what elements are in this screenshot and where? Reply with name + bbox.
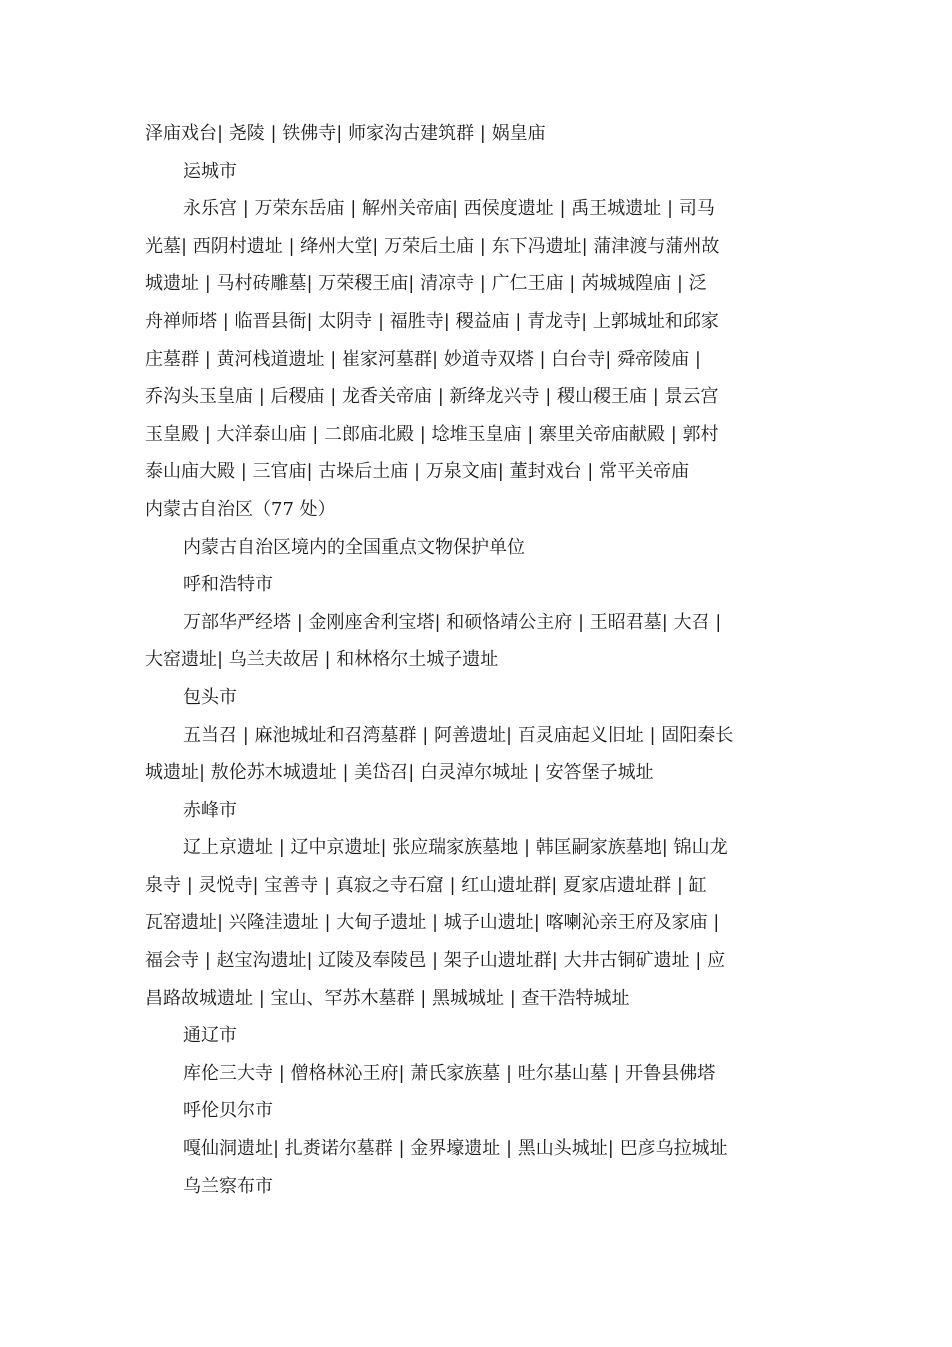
text-line: 城遗址| 敖伦苏木城遗址 | 美岱召| 白灵淖尔城址 | 安答堡子城址 [145,762,654,784]
text-line: 辽上京遗址 | 辽中京遗址| 张应瑞家族墓地 | 韩匡嗣家族墓地| 锦山龙 [183,837,728,859]
text-line: 呼伦贝尔市 [183,1100,273,1122]
text-line: 泰山庙大殿 | 三官庙| 古垛后土庙 | 万泉文庙| 董封戏台 | 常平关帝庙 [145,461,690,483]
text-line: 内蒙古自治区境内的全国重点文物保护单位 [183,536,525,558]
text-line: 泉寺 | 灵悦寺| 宝善寺 | 真寂之寺石窟 | 红山遗址群| 夏家店遗址群 | 缸 [145,874,707,896]
text-line: 万部华严经塔 | 金刚座舍利宝塔| 和硕恪靖公主府 | 王昭君墓| 大召 | [183,611,722,633]
text-line: 包头市 [183,686,237,708]
text-line: 泽庙戏台| 尧陵 | 铁佛寺| 师家沟古建筑群 | 娲皇庙 [145,123,546,144]
text-line: 瓦窑遗址| 兴隆洼遗址 | 大甸子遗址 | 城子山遗址| 喀喇沁亲王府及家庙 | [145,912,720,934]
text-line: 呼和浩特市 [183,574,273,596]
text-line: 昌路故城遗址 | 宝山、罕苏木墓群 | 黑城城址 | 查干浩特城址 [145,987,630,1009]
text-line: 乔沟头玉皇庙 | 后稷庙 | 龙香关帝庙 | 新绛龙兴寺 | 稷山稷王庙 | 景云宫 [145,386,719,408]
text-line: 光墓| 西阴村遗址 | 绛州大堂| 万荣后土庙 | 东下冯遗址| 蒲津渡与蒲州故 [145,235,720,257]
text-line: 运城市 [183,160,237,182]
text-line: 内蒙古自治区（77 处） [145,498,336,520]
text-line: 城遗址 | 马村砖雕墓| 万荣稷王庙| 清凉寺 | 广仁王庙 | 芮城城隍庙 | 泛 [145,273,707,295]
text-line: 庄墓群 | 黄河栈道遗址 | 崔家河墓群| 妙道寺双塔 | 白台寺| 舜帝陵庙 | [145,348,701,370]
text-line: 通辽市 [183,1025,237,1047]
text-line: 赤峰市 [183,799,237,821]
text-line: 福会寺 | 赵宝沟遗址| 辽陵及奉陵邑 | 架子山遗址群| 大井古铜矿遗址 | 应 [145,950,726,972]
text-line: 五当召 | 麻池城址和召湾墓群 | 阿善遗址| 百灵庙起义旧址 | 固阳秦长 [183,724,734,746]
text-line: 乌兰察布市 [183,1175,273,1197]
text-line: 嘎仙洞遗址| 扎赉诺尔墓群 | 金界壕遗址 | 黑山头城址| 巴彦乌拉城址 [183,1138,728,1160]
text-line: 大窑遗址| 乌兰夫故居 | 和林格尔土城子遗址 [145,649,499,671]
text-line: 舟禅师塔 | 临晋县衙| 太阴寺 | 福胜寺| 稷益庙 | 青龙寺| 上郭城址和邱家 [145,310,719,332]
text-line: 永乐宫 | 万荣东岳庙 | 解州关帝庙| 西侯度遗址 | 禹王城遗址 | 司马 [183,198,715,220]
text-line: 玉皇殿 | 大洋泰山庙 | 二郎庙北殿 | 埝堆玉皇庙 | 寨里关帝庙献殿 | 郭村 [145,423,719,445]
text-line: 库伦三大寺 | 僧格林沁王府| 萧氏家族墓 | 吐尔基山墓 | 开鲁县佛塔 [183,1062,716,1084]
